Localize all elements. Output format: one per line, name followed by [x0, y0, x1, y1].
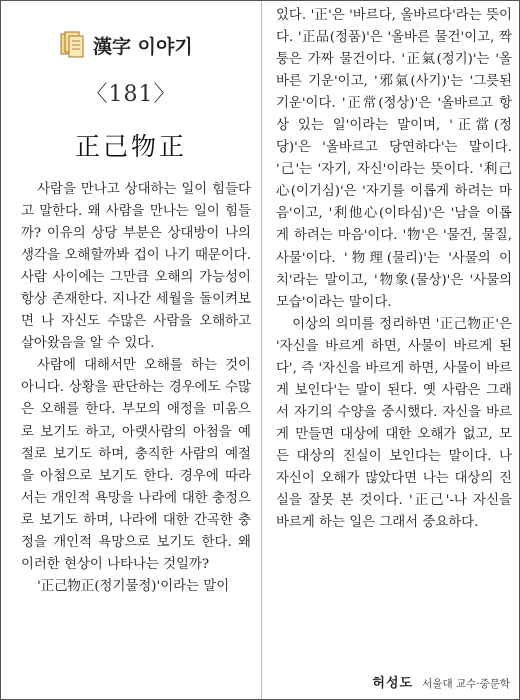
headline: 正己物正 [74, 132, 187, 161]
right-column-text [276, 5, 512, 534]
paragraph: 사람을 만나고 상대하는 일이 힘들다고 말한다. 왜 사람을 만나는 일이 힘들까? 이유의 상당 부분은 상대방이 나의 생각을 오해할까봐 겁이 나기 때문이다. 사람 사이에는 그만큼 오해의 가능성이 항상 존재한다. 지나간 세월을 돌이켜보면 나 자신도 수많은 사람을 오해하고 살아왔음을 알 수 있다. [21, 182, 251, 352]
left-column-text [21, 179, 251, 598]
author-name: 허성도 [372, 676, 414, 691]
paragraph: '正己物正(정기물정)'이라는 말이 [37, 578, 230, 594]
column-header [59, 29, 259, 63]
byline [372, 672, 510, 691]
paragraph: 이상의 의미를 정리하면 '正己物正'은 '자신을 바르게 하면, 사물이 바르게 된다', 즉 '자신을 바르게 하면, 사물이 바르게 보인다'는 말이 된다. 옛 사람은 그래서 자기의 수양을 중시했다. 자신을 바르게 만들면 대상에 대한 오해가 없고, 모든 대상의 진실이 보인다는 말이다. 나 자신이 오해가 많았다면 나는 대상의 진실을 잘못 본 것이다. '正己'-나 자신을 바르게 하는 일은 그래서 중요하다. [276, 316, 512, 531]
author-affiliation: 서울대 교수·중문학 [422, 678, 510, 690]
left-column [1, 1, 261, 699]
issue-number: 〈181〉 [85, 82, 177, 107]
book-icon [59, 31, 85, 59]
series-title: 漢字 이야기 [93, 36, 193, 58]
paragraph: 사람에 대해서만 오해를 하는 것이 아니다. 상황을 판단하는 경우에도 수많은 오해를 한다. 부모의 애정을 미움으로 보기도 하고, 아랫사람의 아첨을 예절로 보기도 하며, 충직한 사람의 예절을 아첨으로 보기도 한다. 경우에 따라서는 개인적 욕망을 나라에 대한 충정으로 보기도 하며, 나라에 대한 간곡한 충정을 개인적 욕망으로 보기도 한다. 왜 이러한 현상이 나타나는 것일까? [21, 358, 251, 572]
right-column [261, 1, 520, 699]
paragraph: 있다. '正'은 '바르다, 올바르다'라는 뜻이다. '正品(정품)'은 '올바른 물건'이고, 짝퉁은 가짜 물건이다. '正氣(정기)'는 '올바른 기운'이고, '邪氣(사기)'는 '그릇된 기운'이다. '正常(정상)'은 '올바르고 항상 있는 일'이라는 말이며, '正當(정당)'은 '올바르고 당연하다'는 말이다. '己'는 '자기, 자신'이라는 뜻이다. '利己心(이기심)'은 '자기를 이롭게 하려는 마음'이고, '利他心(이타심)'은 '남을 이롭게 하려는 마음'이다. '物'은 '물건, 물질, 사물'이다. '物理(물리)'는 '사물의 이치'라는 말이고, '物象(물상)'은 '사물의 모습'이라는 말이다. [276, 8, 512, 310]
